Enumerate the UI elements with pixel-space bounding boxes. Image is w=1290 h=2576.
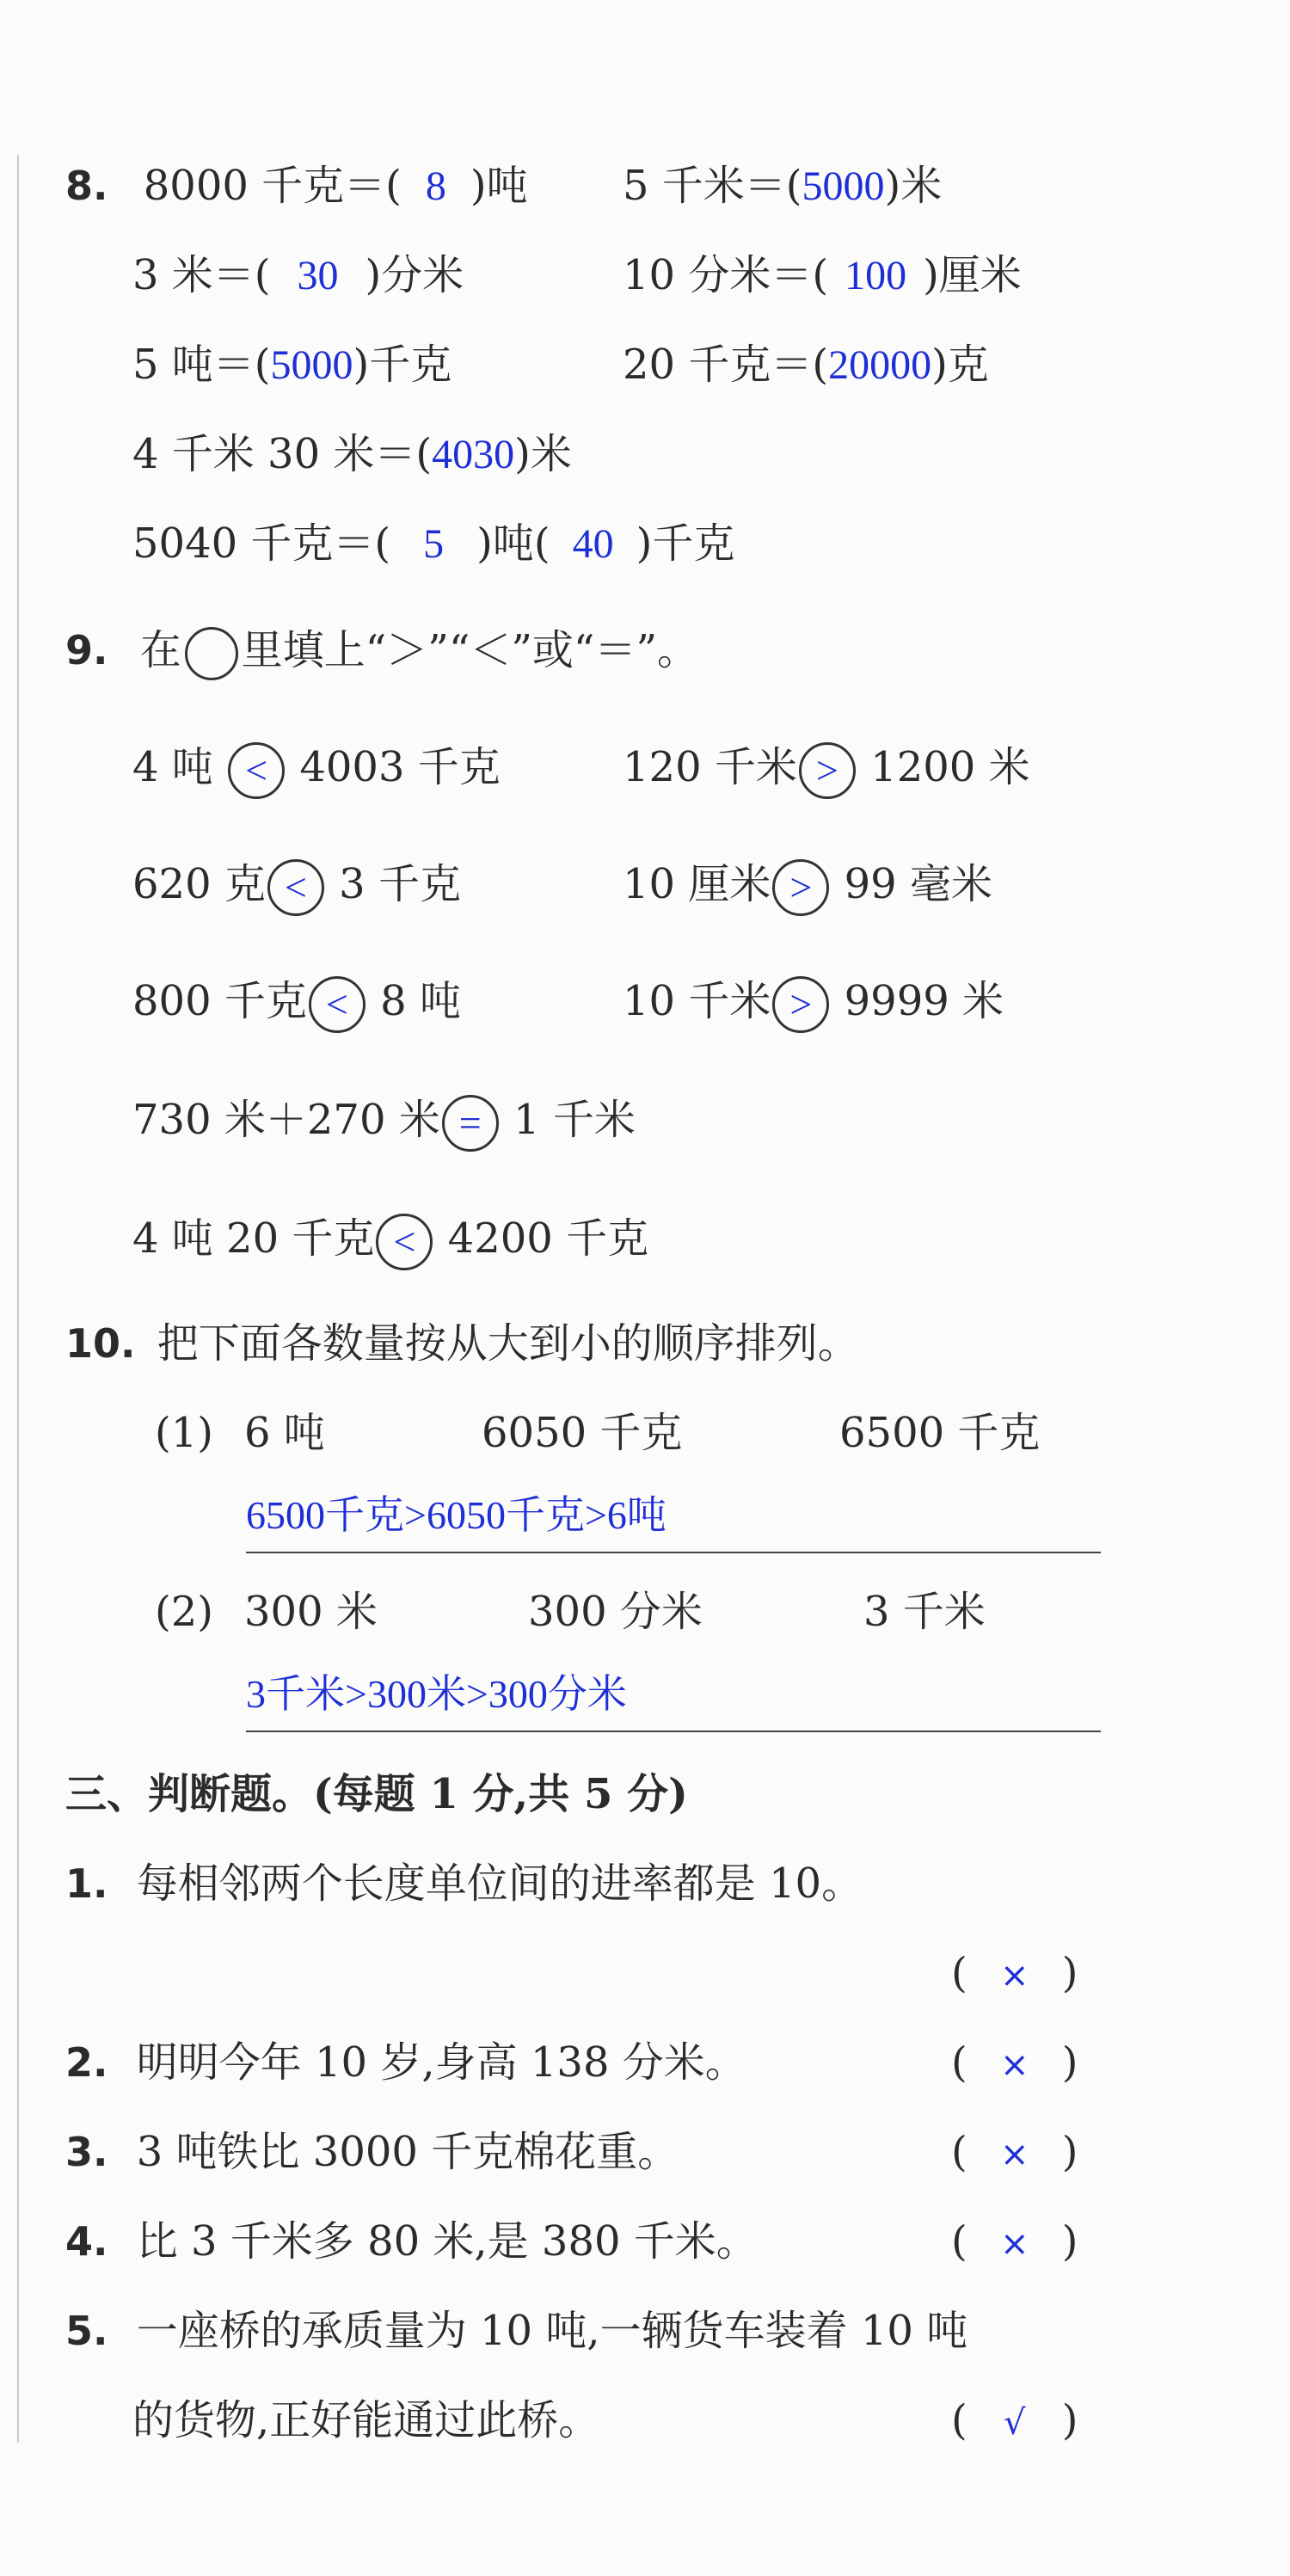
q10-number: 10. [65, 1320, 136, 1367]
q9-r4-a-symbol: = [458, 1100, 482, 1145]
section-3-note: (每题 1 分,共 5 分) [313, 1770, 688, 1818]
q8-number: 8. [65, 163, 108, 209]
judge-2-answer: × [999, 2045, 1029, 2085]
q10-p2-item-3: 3 千米 [863, 1588, 986, 1636]
q8-r5-a-pre: 5040 千克＝( [132, 520, 391, 568]
judge-1-text: 每相邻两个长度单位间的进率都是 10。 [136, 1860, 863, 1908]
q10-instruction [65, 1318, 859, 1369]
q8-r2-a-answer: 30 [297, 253, 339, 298]
judge-5-text-line-2: 的货物,正好能通过此桥。 [132, 2396, 600, 2444]
q8-r2-b-answer: 100 [845, 253, 907, 298]
q8-row-3-b [623, 339, 989, 391]
q10-p1-item-1: 6 吨 [244, 1409, 325, 1457]
q8-row-2 [132, 249, 464, 302]
q9-r3-b-symbol: > [789, 981, 813, 1026]
q8-row-1-b [623, 160, 942, 212]
q9-r1-b-symbol: > [815, 747, 838, 792]
q8-r4-a-pre: 4 千米 30 米＝( [132, 430, 433, 478]
q8-row-2-b [623, 249, 1022, 302]
judge-5-answer: √ [1003, 2403, 1026, 2443]
judge-4-answer-box: ( × ) [951, 2216, 1078, 2270]
q9-instruction [65, 624, 698, 680]
compare-circle [799, 742, 856, 799]
compare-circle [228, 742, 285, 799]
q9-row-4-a [132, 1094, 636, 1152]
judge-item-2 [65, 2037, 746, 2088]
judge-item-4 [65, 2216, 758, 2267]
q8-row-5 [132, 518, 734, 570]
q9-r5-a-left: 4 吨 20 千克 [132, 1214, 375, 1263]
compare-circle [376, 1214, 433, 1270]
q10-p1-item-2: 6050 千克 [482, 1409, 683, 1457]
q8-row-1 [65, 160, 528, 212]
compare-circle [442, 1095, 499, 1152]
judge-1-answer-box: ( × ) [951, 1947, 1078, 2001]
q9-row-3-a [132, 975, 461, 1033]
judge-5-answer-box: ( √ ) [951, 2395, 1078, 2449]
q8-r1-a-answer: 8 [425, 163, 446, 209]
q9-r3-b-right: 9999 米 [844, 977, 1004, 1025]
q9-r2-b-left: 10 厘米 [623, 860, 771, 908]
q9-r1-a-right: 4003 千克 [299, 743, 501, 791]
q9-r1-b-right: 1200 米 [870, 743, 1030, 791]
q8-row-4 [132, 428, 572, 481]
q8-r4-a-answer: 4030 [432, 432, 515, 477]
q10-p1-label: (1) [155, 1409, 213, 1457]
q9-r2-b-symbol: > [789, 864, 813, 909]
q8-r5-a-answer-2: 40 [572, 521, 614, 567]
q9-r3-b-left: 10 千米 [623, 977, 771, 1025]
q8-r3-a-answer: 5000 [270, 342, 353, 388]
q10-p2-item-1: 300 米 [244, 1588, 378, 1636]
q9-row-2-b [623, 858, 992, 916]
q10-part-2-label [155, 1586, 213, 1638]
q9-number: 9. [65, 627, 108, 673]
q10-p2-item-2: 300 分米 [528, 1588, 703, 1636]
q10-p1-item-3: 6500 千克 [839, 1409, 1041, 1457]
q10-part-1-label [155, 1407, 213, 1459]
q9-r2-a-symbol: < [284, 864, 307, 909]
q9-instruction-pre: 在 [139, 626, 181, 674]
judge-3-text: 3 吨铁比 3000 千克棉花重。 [136, 2128, 679, 2176]
q9-instruction-post: 里填上“＞”“＜”或“＝”。 [241, 626, 699, 674]
answer-underline [246, 1552, 1101, 1553]
q8-r5-a-answer: 5 [423, 521, 445, 567]
judge-2-text: 明明今年 10 岁,身高 138 分米。 [136, 2038, 746, 2087]
q8-r3-a-post: )千克 [353, 341, 452, 389]
q8-r1-a-post: )吨 [470, 162, 528, 210]
compare-circle [309, 976, 366, 1033]
compare-circle [772, 976, 829, 1033]
q10-p2-answer: 3千米>300米>300分米 [246, 1672, 627, 1716]
judge-item-1 [65, 1858, 863, 1909]
judge-5-text: 一座桥的承质量为 10 吨,一辆货车装着 10 吨 [136, 2307, 968, 2355]
compare-circle [772, 859, 829, 916]
q8-r3-b-pre: 20 千克＝( [623, 341, 829, 389]
judge-3-answer: × [999, 2135, 1029, 2174]
q9-row-1-b [623, 741, 1030, 799]
q8-r4-a-post: )米 [514, 430, 572, 478]
q8-r5-a-post: )千克 [636, 520, 735, 568]
q9-r5-a-right: 4200 千克 [447, 1214, 649, 1263]
q10-p1-answer: 6500千克>6050千克>6吨 [246, 1493, 666, 1537]
q8-r2-a-post: )分米 [365, 251, 464, 299]
q8-row-3 [132, 339, 452, 391]
q9-r1-b-left: 120 千米 [623, 743, 797, 791]
q9-r4-a-right: 1 千米 [513, 1096, 636, 1144]
q9-row-2-a [132, 858, 461, 916]
q9-r2-a-left: 620 克 [132, 860, 266, 908]
judge-5-number: 5. [65, 2308, 108, 2354]
q8-r5-a-mid: )吨( [476, 520, 550, 568]
q9-r4-a-left: 730 米＋270 米 [132, 1096, 440, 1144]
judge-1-number: 1. [65, 1860, 108, 1907]
judge-3-answer-box: ( × ) [951, 2126, 1078, 2180]
judge-item-3 [65, 2126, 679, 2178]
q10-instruction-text: 把下面各数量按从大到小的顺序排列。 [157, 1319, 859, 1368]
q8-r3-b-answer: 20000 [828, 342, 932, 388]
q9-row-1-a [132, 741, 501, 799]
margin-line [17, 155, 19, 2443]
q8-r2-b-post: )厘米 [923, 251, 1022, 299]
judge-item-5 [65, 2305, 968, 2357]
q8-r2-b-pre: 10 分米＝( [623, 251, 829, 299]
q9-row-3-b [623, 975, 1004, 1033]
q8-r3-b-post: )克 [931, 341, 989, 389]
section-3-heading [65, 1768, 688, 1820]
q8-r1-b-post: )米 [884, 162, 943, 210]
q10-p2-label: (2) [155, 1588, 213, 1636]
q8-r3-a-pre: 5 吨＝( [132, 341, 271, 389]
q8-r2-a-pre: 3 米＝( [132, 251, 271, 299]
q9-row-5-a [132, 1213, 648, 1270]
judge-2-number: 2. [65, 2039, 108, 2086]
q9-r2-b-right: 99 毫米 [844, 860, 992, 908]
answer-underline [246, 1731, 1101, 1732]
empty-circle-icon [185, 627, 238, 680]
judge-4-text: 比 3 千米多 80 米,是 380 千米。 [136, 2217, 758, 2266]
compare-circle [267, 859, 324, 916]
q8-r1-b-pre: 5 千米＝( [623, 162, 802, 210]
q9-r1-a-left: 4 吨 [132, 743, 213, 791]
judge-2-answer-box: ( × ) [951, 2037, 1078, 2091]
judge-4-answer: × [999, 2224, 1029, 2264]
q9-r2-a-right: 3 千克 [339, 860, 461, 908]
judge-4-number: 4. [65, 2218, 108, 2265]
q8-r1-b-answer: 5000 [802, 163, 885, 209]
q9-r1-a-symbol: < [245, 747, 268, 792]
q8-r1-a-pre: 8000 千克＝( [143, 162, 402, 210]
q9-r3-a-symbol: < [325, 981, 348, 1026]
q9-r3-a-right: 8 吨 [380, 977, 461, 1025]
q9-r5-a-symbol: < [393, 1219, 416, 1263]
judge-1-answer: × [999, 1956, 1029, 1995]
section-3-title: 三、判断题。 [65, 1770, 314, 1818]
judge-3-number: 3. [65, 2129, 108, 2175]
q9-r3-a-left: 800 千克 [132, 977, 307, 1025]
